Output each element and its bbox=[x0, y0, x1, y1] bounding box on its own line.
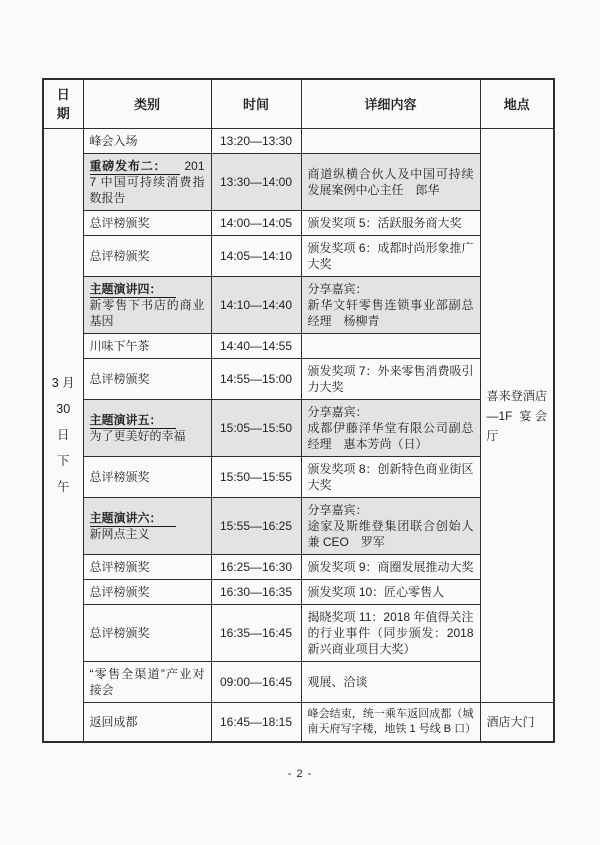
schedule-row bbox=[43, 662, 554, 703]
detail-line: 商道纵横合伙人及中国可持续发展案例中心主任 郎华 bbox=[307, 167, 474, 197]
schedule-row bbox=[43, 129, 554, 154]
time-cell: 14:05—14:10 bbox=[211, 236, 301, 277]
schedule-row bbox=[43, 277, 554, 334]
detail-cell bbox=[301, 129, 480, 154]
time-cell: 16:35—16:45 bbox=[211, 605, 301, 662]
time-cell: 14:10—14:40 bbox=[211, 277, 301, 334]
date-line: 3 月 bbox=[51, 376, 75, 390]
time-cell: 15:05—15:50 bbox=[211, 400, 301, 457]
detail-cell bbox=[301, 605, 480, 662]
category-cell bbox=[83, 400, 211, 457]
schedule-row bbox=[43, 334, 554, 359]
time-cell: 13:20—13:30 bbox=[211, 129, 301, 154]
time-cell: 09:00—16:45 bbox=[211, 662, 301, 703]
category-cell: 重磅发布二： 2017 中国可持续消费指数报告 bbox=[83, 154, 211, 211]
category-cell: 总评榜颁奖 bbox=[83, 359, 211, 400]
date-cell bbox=[43, 129, 83, 743]
time-cell: 14:00—14:05 bbox=[211, 211, 301, 236]
category-cell: 总评榜颁奖 bbox=[83, 555, 211, 580]
category-cell: 峰会入场 bbox=[83, 129, 211, 154]
schedule-row bbox=[43, 359, 554, 400]
detail-line: 颁发奖项 7：外来零售消费吸引力大奖 bbox=[307, 364, 474, 394]
schedule-row bbox=[43, 498, 554, 555]
detail-cell bbox=[301, 211, 480, 236]
date-line: 30 bbox=[56, 402, 71, 416]
category-text: 新网点主义 bbox=[89, 527, 150, 541]
time-cell: 16:45—18:15 bbox=[211, 703, 301, 743]
header-detail-cell: 详细内容 bbox=[301, 79, 480, 129]
detail-line: 成都伊藤洋华堂有限公司副总经理 惠本芳尚（日） bbox=[307, 421, 474, 451]
detail-cell bbox=[301, 236, 480, 277]
detail-cell bbox=[301, 359, 480, 400]
category-cell: 总评榜颁奖 bbox=[83, 580, 211, 605]
detail-line: 颁发奖项 6：成都时尚形象推广大奖 bbox=[307, 241, 474, 271]
category-cell: 总评榜颁奖 bbox=[83, 457, 211, 498]
category-cell: 总评榜颁奖 bbox=[83, 211, 211, 236]
detail-cell bbox=[301, 277, 480, 334]
date-line: 下 bbox=[56, 454, 70, 468]
category-text: 新零售下书店的商业基因 bbox=[89, 298, 205, 328]
category-cell: 返回成都 bbox=[83, 703, 211, 743]
category-text: 为了更美好的幸福 bbox=[89, 429, 186, 443]
detail-cell bbox=[301, 498, 480, 555]
time-cell: 15:55—16:25 bbox=[211, 498, 301, 555]
detail-line: 颁发奖项 5：活跃服务商大奖 bbox=[307, 216, 462, 230]
time-cell: 13:30—14:00 bbox=[211, 154, 301, 211]
schedule-row bbox=[43, 154, 554, 211]
detail-line: 新华文轩零售连锁事业部副总经理 杨柳青 bbox=[307, 298, 474, 328]
time-cell: 15:50—15:55 bbox=[211, 457, 301, 498]
detail-line: 峰会结束，统一乘车返回成都（城南天府写字楼，地铁 1 号线 B 口） bbox=[307, 708, 477, 735]
detail-cell bbox=[301, 400, 480, 457]
date-line: 日 bbox=[56, 428, 70, 442]
header-date-line2: 期 bbox=[56, 106, 70, 121]
detail-line: 途家及斯维登集团联合创始人兼 CEO 罗军 bbox=[307, 519, 474, 549]
detail-line: 分享嘉宾： bbox=[307, 405, 368, 419]
detail-cell bbox=[301, 154, 480, 211]
detail-line: 颁发奖项 9：商圈发展推动大奖 bbox=[307, 560, 474, 574]
detail-cell bbox=[301, 555, 480, 580]
time-cell: 16:25—16:30 bbox=[211, 555, 301, 580]
category-cell bbox=[83, 498, 211, 555]
table-body bbox=[43, 129, 554, 743]
category-title: 主题演讲四： bbox=[90, 282, 176, 298]
page-number: - 2 - bbox=[287, 768, 313, 780]
time-cell: 16:30—16:35 bbox=[211, 580, 301, 605]
detail-cell bbox=[301, 580, 480, 605]
schedule-row bbox=[43, 605, 554, 662]
location-cell-main: 喜来登酒店—1F 宴会厅 bbox=[480, 129, 554, 703]
schedule-row bbox=[43, 211, 554, 236]
category-cell: 川味下午茶 bbox=[83, 334, 211, 359]
schedule-row bbox=[43, 236, 554, 277]
schedule-row bbox=[43, 703, 554, 743]
schedule-row bbox=[43, 400, 554, 457]
header-time-cell: 时间 bbox=[211, 79, 301, 129]
date-line: 午 bbox=[56, 480, 70, 494]
category-cell: 总评榜颁奖 bbox=[83, 605, 211, 662]
header-date-cell bbox=[43, 79, 83, 129]
schedule-row bbox=[43, 555, 554, 580]
header-location-cell: 地点 bbox=[480, 79, 554, 129]
detail-line: 颁发奖项 8：创新特色商业街区大奖 bbox=[307, 462, 474, 492]
category-cell: “零售全渠道”产业对接会 bbox=[83, 662, 211, 703]
location-cell-last: 酒店大门 bbox=[480, 703, 554, 743]
detail-line: 分享嘉宾： bbox=[307, 282, 368, 296]
detail-line: 颁发奖项 10：匠心零售人 bbox=[307, 585, 445, 599]
detail-cell bbox=[301, 703, 480, 743]
detail-cell bbox=[301, 457, 480, 498]
schedule-row bbox=[43, 580, 554, 605]
time-cell: 14:40—14:55 bbox=[211, 334, 301, 359]
category-title: 主题演讲五： bbox=[90, 413, 176, 429]
schedule-row bbox=[43, 457, 554, 498]
detail-line: 分享嘉宾： bbox=[307, 503, 368, 517]
time-cell: 14:55—15:00 bbox=[211, 359, 301, 400]
category-title: 主题演讲六： bbox=[90, 511, 176, 527]
header-date-line1: 日 bbox=[56, 87, 70, 102]
schedule-table bbox=[42, 78, 555, 743]
detail-line: 揭晓奖项 11：2018 年值得关注的行业事件（同步颁发：2018 新兴商业项目大奖） bbox=[307, 610, 474, 656]
detail-cell bbox=[301, 334, 480, 359]
detail-line: 观展、洽谈 bbox=[307, 675, 368, 689]
detail-cell bbox=[301, 662, 480, 703]
category-cell: 总评榜颁奖 bbox=[83, 236, 211, 277]
header-category-cell: 类别 bbox=[83, 79, 211, 129]
table-header-row bbox=[43, 79, 554, 129]
category-cell bbox=[83, 277, 211, 334]
category-title: 重磅发布二： bbox=[90, 159, 181, 175]
